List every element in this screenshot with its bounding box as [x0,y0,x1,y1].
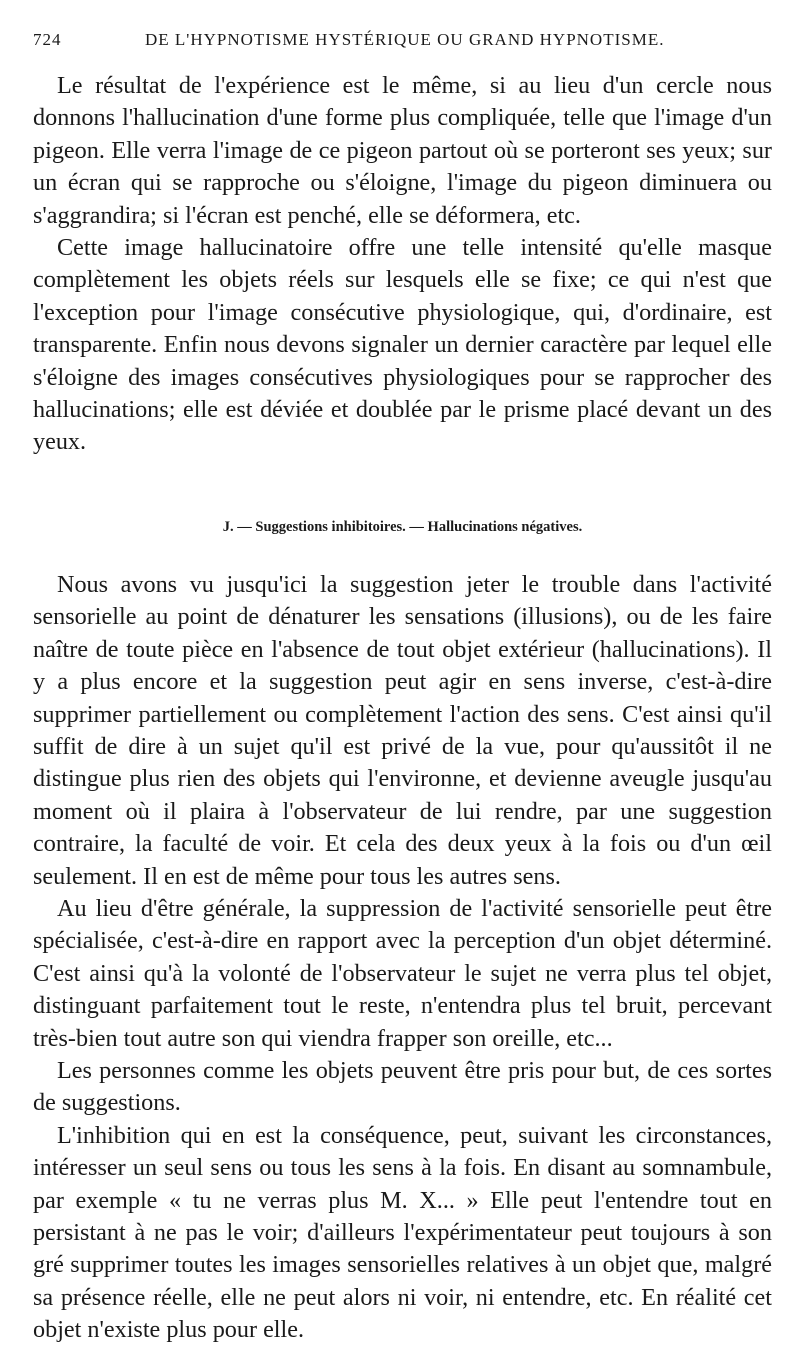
paragraph: L'inhibition qui en est la conséquence, peut, suivant les circonstances, intéresser un seul sens ou tous les sens à la fois. En disant au somnambule, par exemple « tu ne verras plus M. X... » Elle peut l'entendre tout en persistant à ne pas le voir; d'ailleurs l'expérimentateur peut toujours à son gré supprimer toutes les images sensorielles relatives à un objet que, malgré sa présence réelle, elle ne peut alors ni voir, ni entendre, etc. En réalité cet objet n'existe plus pour elle. [33,1121,772,1344]
running-header [33,30,772,70]
running-title: DE L'HYPNOTISME HYSTÉRIQUE OU GRAND HYPNOTISME. [145,30,665,49]
section-heading: J. — Suggestions inhibitoires. — Hallucinations négatives. [222,518,583,535]
paragraph: Cette image hallucinatoire offre une telle intensité qu'elle masque complètement les objets réels sur lesquels elle se fixe; ce qui n'est que l'exception pour l'image consécutive physiologique, qui, d'ordinaire, est transparente. Enfin nous devons signaler un dernier caractère par lequel elle s'éloigne des images consécutives physiologiques pour se rapprocher des hallucinations; elle est déviée et doublée par le prisme placé devant un des yeux. [33,234,772,456]
paragraph: Le résultat de l'expérience est le même, si au lieu d'un cercle nous donnons l'hallucination d'une forme plus compliquée, telle que l'image d'un pigeon. Elle verra l'image de ce pigeon partout où se porteront ses yeux; sur un écran qui se rapproche ou s'éloigne, l'image du pigeon diminuera ou s'aggrandira; si l'écran est penché, elle se déformera, etc. [33,72,772,229]
paragraph: Les personnes comme les objets peuvent être pris pour but, de ces sortes de suggestions. [33,1056,772,1117]
paragraph: Nous avons vu jusqu'ici la suggestion jeter le trouble dans l'activité sensorielle au point de dénaturer les sensations (illusions), ou de les faire naître de toute pièce en l'absence de tout objet extérieur (hallucinations). Il y a plus encore et la suggestion peut agir en sens inverse, c'est-à-dire supprimer partiellement ou complètement l'action des sens. C'est ainsi qu'il suffit de dire à un sujet qu'il est privé de la vue, pour qu'aussitôt il ne distingue plus rien des objets qui l'environne, et devienne aveugle jusqu'au moment où il plaira à l'observateur de lui rendre, par une suggestion contraire, la faculté de voir. Et cela des deux yeux à la fois ou d'un œil seulement. Il en est de même pour tous les autres sens. [33,570,772,890]
page-number: 724 [33,30,62,49]
paragraph: Au lieu d'être générale, la suppression de l'activité sensorielle peut être spécialisée, c'est-à-dire en rapport avec la perception d'un objet déterminé. C'est ainsi qu'à la volonté de l'observateur le sujet ne verra plus tel objet, distinguant parfaitement tout le reste, n'entendra plus tel bruit, percevant très-bien tout autre son qui viendra frapper son oreille, etc... [33,894,772,1052]
